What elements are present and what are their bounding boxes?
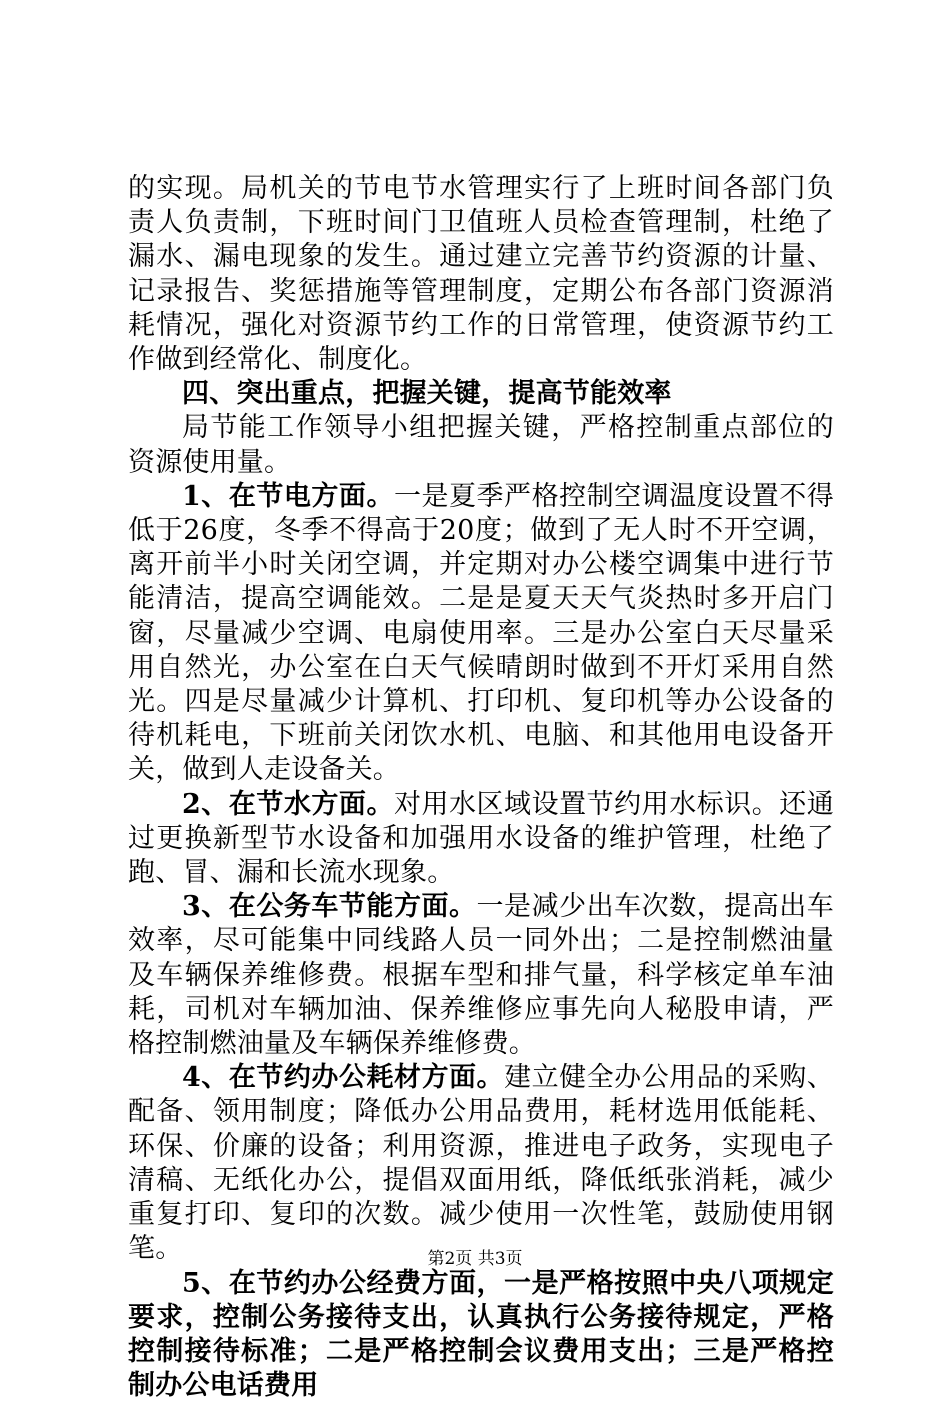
item-paragraph-4: [128, 1061, 834, 1266]
item-paragraph-3: [128, 890, 834, 1061]
item-lead-4: 4、在节约办公耗材方面。: [182, 1062, 504, 1093]
item-paragraph-2: [128, 788, 834, 891]
section-heading: 四、突出重点，把握关键，提高节能效率: [128, 377, 834, 411]
item-text-2: 对用水区域设置节约用水标识。还通过更换新型节水设备和加强用水设备的维护管理，杜绝了跑、冒、漏和长流水现象。: [128, 789, 834, 888]
item-paragraph-5: 5、在节约办公经费方面，一是严格按照中央八项规定要求，控制公务接待支出，认真执行公务接待规定，严格控制接待标准；二是严格控制会议费用支出；三是严格控制办公电话费用: [128, 1267, 834, 1403]
item-text-4: 建立健全办公用品的采购、配备、领用制度；降低办公用品费用，耗材选用低能耗、环保、价廉的设备；利用资源，推进电子政务，实现电子清稿、无纸化办公，提倡双面用纸，降低纸张消耗，减少重复打印、复印的次数。减少使用一次性笔，鼓励使用钢笔。: [128, 1062, 834, 1264]
item-text-1: 一是夏季严格控制空调温度设置不得低于26度，冬季不得高于20度；做到了无人时不开空调，离开前半小时关闭空调，并定期对办公楼空调集中进行节能清洁，提高空调能效。二是是夏天天气炎热时多开启门窗，尽量减少空调、电扇使用率。三是办公室白天尽量采用自然光，办公室在白天气候晴朗时做到不开灯采用自然光。四是尽量减少计算机、打印机、复印机等办公设备的待机耗电，下班前关闭饮水机、电脑、和其他用电设备开关，做到人走设备关。: [128, 481, 834, 786]
continuation-paragraph: 的实现。局机关的节电节水管理实行了上班时间各部门负责人负责制，下班时间门卫值班人员检查管理制，杜绝了漏水、漏电现象的发生。通过建立完善节约资源的计量、记录报告、奖惩措施等管理制度，定期公布各部门资源消耗情况，强化对资源节约工作的日常管理，使资源节约工作做到经常化、制度化。: [128, 172, 834, 377]
document-body: [128, 172, 834, 1403]
item-paragraph-1: [128, 480, 834, 788]
item-lead-2: 2、在节水方面。: [182, 789, 394, 820]
item-text-3: 一是减少出车次数，提高出车效率，尽可能集中同线路人员一同外出；二是控制燃油量及车辆保养维修费。根据车型和排气量，科学核定单车油耗，司机对车辆加油、保养维修应事先向人秘股申请，严格控制燃油量及车辆保养维修费。: [128, 891, 834, 1059]
item-lead-1: 1、在节电方面。: [182, 481, 394, 512]
page-footer: 第2页 共3页: [0, 1244, 950, 1269]
intro-paragraph: 局节能工作领导小组把握关键，严格控制重点部位的资源使用量。: [128, 411, 834, 479]
item-lead-3: 3、在公务车节能方面。: [182, 891, 477, 922]
